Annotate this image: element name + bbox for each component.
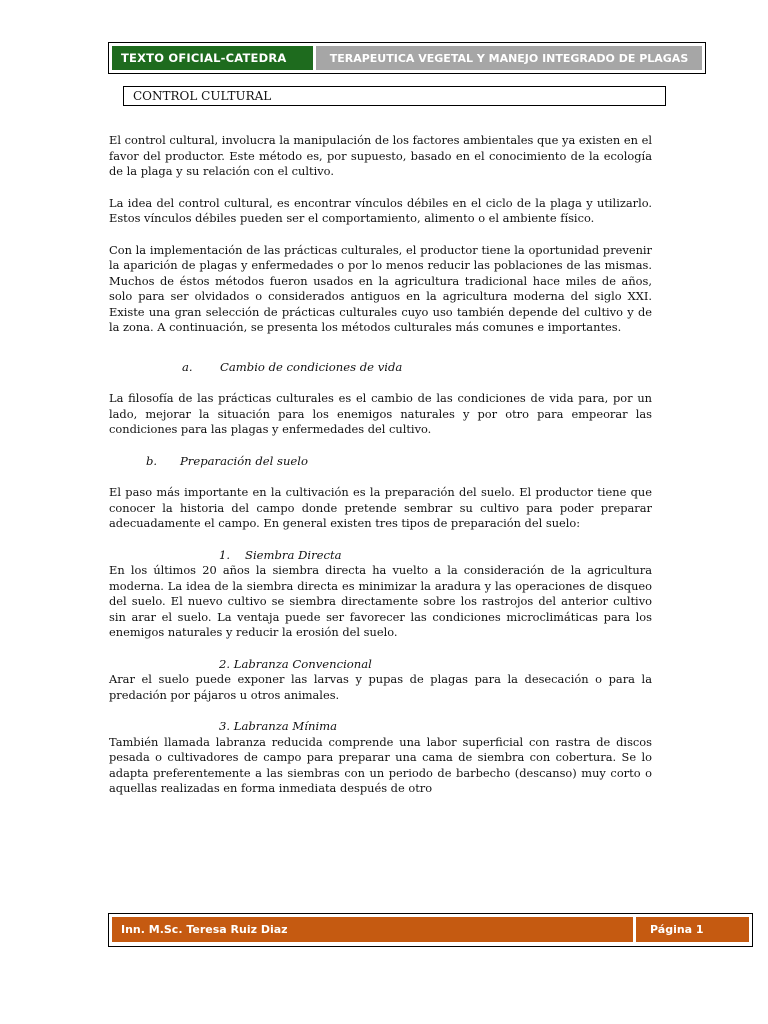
subsection-a-title: Cambio de condiciones de vida — [220, 359, 403, 374]
footer-author: Inn. M.Sc. Teresa Ruiz Diaz — [112, 917, 633, 942]
paragraph-3: Con la implementación de las prácticas culturales, el productor tiene la oportunidad prevenir la aparición de plagas y enfermedades o por lo menos reducir las poblaciones de las mismas. Muchos de éstos métodos fueron usados en la agricultura tradicional hace miles de años, solo para ser olvidados o considerados antiguos en la agricultura moderna del siglo XXI. Existe una gran selección de prácticas culturales cuyo uso también depende del cultivo y de la zona. A continuación, se presenta los métodos culturales más comunes e importantes. — [109, 242, 652, 334]
item-2-heading: 2. Labranza Convencional — [219, 656, 372, 671]
header-doc-type: TEXTO OFICIAL-CATEDRA — [112, 46, 313, 70]
subsection-b-heading — [146, 454, 652, 470]
subsection-b-title: Preparación del suelo — [180, 453, 308, 468]
page-footer — [108, 913, 753, 947]
subsection-b-text: El paso más importante en la cultivación es la preparación del suelo. El productor tiene que conocer la historia del campo donde pretende sembrar su cultivo para poder preparar adecuadamente el campo. En general existen tres tipos de preparación del suelo: — [109, 485, 652, 530]
subsection-a-letter: a. — [182, 359, 193, 374]
item-1-title: Siembra Directa — [245, 547, 342, 562]
item-1-heading — [219, 548, 652, 564]
document-body — [109, 133, 652, 813]
item-3-text: También llamada labranza reducida comprende una labor superficial con rastra de discos pesada o cultivadores de campo para preparar una cama de siembra con cobertura. Se lo adapta preferentemente a las siembras con un periodo de barbecho (descanso) muy corto o aquellas realizadas en forma inmediata después de otro — [109, 734, 652, 795]
header-course-title: TERAPEUTICA VEGETAL Y MANEJO INTEGRADO DE PLAGAS — [316, 46, 702, 70]
item-2-text: Arar el suelo puede exponer las larvas y pupas de plagas para la desecación o para la predación por pájaros u otros animales. — [109, 672, 652, 702]
paragraph-2: La idea del control cultural, es encontrar vínculos débiles en el ciclo de la plaga y utilizarlo. Estos vínculos débiles pueden ser el comportamiento, alimento o el ambiente físico. — [109, 195, 652, 225]
subsection-a-heading — [182, 360, 652, 376]
page-header — [108, 42, 706, 74]
footer-page-number: Página 1 — [636, 917, 749, 942]
subsection-a-text: La filosofía de las prácticas culturales es el cambio de las condiciones de vida para, por un lado, mejorar la situación para los enemigos naturales y por otro para empeorar las condiciones para las plagas y enfermedades del cultivo. — [109, 391, 652, 436]
subsection-b-letter: b. — [146, 453, 158, 468]
section-title: CONTROL CULTURAL — [123, 86, 666, 106]
item-1-number: 1. — [219, 547, 231, 562]
item-1-text: En los últimos 20 años la siembra directa ha vuelto a la consideración de la agricultura moderna. La idea de la siembra directa es minimizar la aradura y las operaciones de disqueo del suelo. El nuevo cultivo se siembra directamente sobre los rastrojos del anterior cultivo sin arar el suelo. La ventaja puede ser favorecer las condiciones microclimáticas para los enemigos naturales y reducir la erosión del suelo. — [109, 563, 652, 639]
paragraph-1: El control cultural, involucra la manipulación de los factores ambientales que ya existen en el favor del productor. Este método es, por supuesto, basado en el conocimiento de la ecología de la plaga y su relación con el cultivo. — [109, 133, 652, 178]
item-3-heading: 3. Labranza Mínima — [219, 719, 338, 733]
